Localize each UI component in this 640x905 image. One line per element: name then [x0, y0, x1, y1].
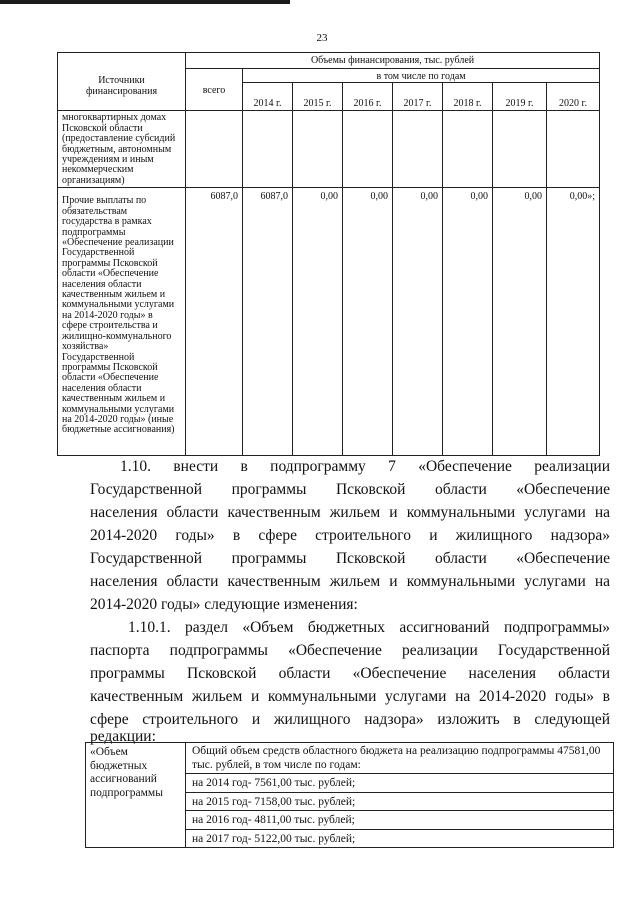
- header-year: 2015 г.: [293, 83, 343, 111]
- row-label: Прочие выплаты по обязательствам государства в рамках подпрограммы «Обеспечение реализации Государственной программы Псковской области «Обеспечение населения области качественным жильем и коммунальными услугами на 2014-2020 годы» в сфере строительства и жилищно-коммунального хозяйства» Государственной программы Псковской области «Обеспечение населения области качественным жильем и коммунальными услугами на 2014-2020 годы» (иные бюджетные ассигнования): [58, 188, 186, 456]
- header-by-years: в том числе по годам: [243, 69, 600, 83]
- cell-value: 6087,0: [243, 188, 293, 456]
- passport-line: на 2014 год- 7561,00 тыс. рублей;: [186, 774, 613, 793]
- scan-edge-bar: [0, 0, 290, 4]
- cell-total: [186, 111, 243, 188]
- passport-table: [85, 742, 614, 848]
- passport-line: Общий объем средств областного бюджета на реализацию подпрограммы 47581,00 тыс. рублей, в том числе по годам:: [186, 743, 613, 774]
- table-row: [58, 111, 600, 188]
- cell-value: 0,00: [343, 188, 393, 456]
- text-line: Государственной программы Псковской области «Обеспечение: [90, 481, 610, 498]
- passport-line: на 2017 год- 5122,00 тыс. рублей;: [192, 832, 356, 845]
- text-line: качественным жильем и коммунальными услугами на 2014-2020 годы» в: [90, 688, 610, 705]
- page-number: 23: [316, 32, 328, 44]
- cell-value: [243, 111, 293, 188]
- header-year: 2014 г.: [243, 83, 293, 111]
- text-line: населения области качественным жильем и коммунальными услугами на: [90, 573, 610, 590]
- text-line: сфере строительного и жилищного надзора» изложить в следующей: [90, 711, 610, 728]
- financing-table: [57, 52, 600, 456]
- cell-value: [343, 111, 393, 188]
- table-row: [58, 188, 600, 456]
- cell-value: 0,00: [493, 188, 547, 456]
- cell-value: 0,00: [393, 188, 443, 456]
- cell-value: [393, 111, 443, 188]
- header-year: 2020 г.: [547, 83, 600, 111]
- header-year: 2019 г.: [493, 83, 547, 111]
- cell-value: [293, 111, 343, 188]
- row-label: многоквартирных домах Псковской области (предоставление субсидий бюджетным, автономным учреждениям и иным некоммерческим организациям): [58, 111, 186, 188]
- text-line: 2014-2020 годы» в сфере строительного и жилищного надзора»: [90, 527, 610, 544]
- cell-value: [493, 111, 547, 188]
- cell-value: [547, 111, 600, 188]
- cell-value: 0,00»;: [547, 188, 600, 456]
- text-line: 1.10. внести в подпрограмму 7 «Обеспечение реализации: [120, 458, 610, 475]
- header-year: 2016 г.: [343, 83, 393, 111]
- text-line: Государственной программы Псковской области «Обеспечение: [90, 550, 610, 567]
- text-line: 2014-2020 годы» следующие изменения:: [90, 596, 358, 613]
- text-line: паспорта подпрограммы «Обеспечение реализации Государственной: [90, 642, 610, 659]
- header-funding: Объемы финансирования, тыс. рублей: [186, 53, 600, 69]
- cell-value: 0,00: [293, 188, 343, 456]
- header-sources: Источники финансирования: [58, 53, 186, 111]
- passport-line: на 2016 год- 4811,00 тыс. рублей;: [186, 811, 613, 830]
- header-year: 2017 г.: [393, 83, 443, 111]
- cell-value: [443, 111, 493, 188]
- passport-section-label: «Объем бюджетных ассигнований подпрограммы: [86, 743, 186, 848]
- passport-line: на 2015 год- 7158,00 тыс. рублей;: [186, 793, 613, 812]
- cell-total: 6087,0: [186, 188, 243, 456]
- cell-value: 0,00: [443, 188, 493, 456]
- text-line: редакции:: [90, 728, 156, 745]
- text-line: 1.10.1. раздел «Объем бюджетных ассигнований подпрограммы»: [128, 619, 610, 636]
- header-year: 2018 г.: [443, 83, 493, 111]
- header-total: всего: [186, 69, 243, 111]
- text-line: населения области качественным жильем и коммунальными услугами на: [90, 504, 610, 521]
- text-line: программы Псковской области «Обеспечение населения области: [90, 665, 610, 682]
